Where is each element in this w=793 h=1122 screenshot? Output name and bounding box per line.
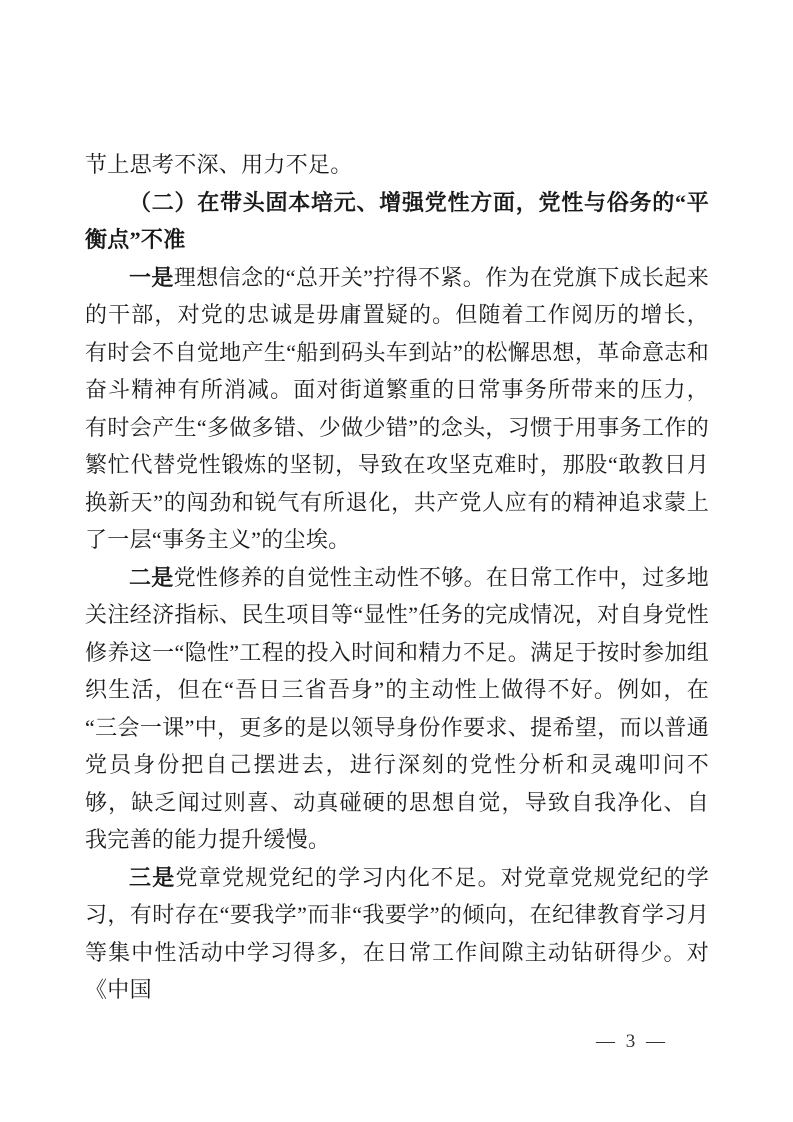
paragraph [85,559,709,859]
paragraph-text: 党章党规党纪的学习内化不足。对党章党规党纪的学习，有时存在“要我学”而非“我要学”的倾向，在纪律教育学习月等集中性活动中学习得多，在日常工作间隙主动钻研得少。对《中国 [85,864,709,1002]
section-heading: （二）在带头固本培元、增强党性方面，党性与俗务的“平衡点”不准 [85,189,709,252]
paragraph-lead: 二是 [129,564,174,590]
paragraph-text: 党性修养的自觉性主动性不够。在日常工作中，过多地关注经济指标、民生项目等“显性”任务的完成情况，对自身党性修养这一“隐性”工程的投入时间和精力不足。满足于按时参加组织生活，但在“吾日三省吾身”的主动性上做得不好。例如，在“三会一课”中，更多的是以领导身份作要求、提希望，而以普通党员身份把自己摆进去，进行深刻的党性分析和灵魂叩问不够，缺乏闻过则喜、动真碰硬的思想自觉，导致自我净化、自我完善的能力提升缓慢。 [85,564,709,852]
paragraph-lead: 一是 [129,264,174,290]
paragraph-continuation: 节上思考不深、用力不足。 [85,152,353,177]
paragraph-lead: 三是 [129,864,176,890]
document-body [85,146,709,1009]
paragraph-text: 理想信念的“总开关”拧得不紧。作为在党旗下成长起来的干部，对党的忠诚是毋庸置疑的。但随着工作阅历的增长，有时会不自觉地产生“船到码头车到站”的松懈思想，革命意志和奋斗精神有所消减。面对街道繁重的日常事务所带来的压力，有时会产生“多做多错、少做少错”的念头，习惯于用事务工作的繁忙代替党性锻炼的坚韧，导致在攻坚克难时，那股“敢教日月换新天”的闯劲和锐气有所退化，共产党人应有的精神追求蒙上了一层“事务主义”的尘埃。 [85,264,710,552]
paragraph [85,859,709,1009]
page-number: — 3 — [596,1031,668,1052]
paragraph [85,259,709,559]
